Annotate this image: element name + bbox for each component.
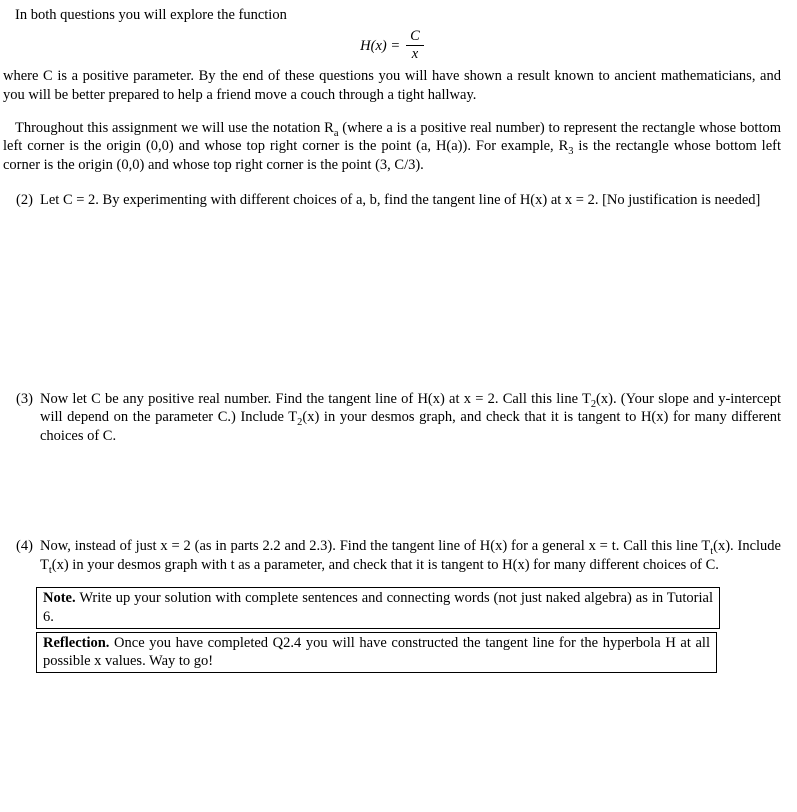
reflection-box — [36, 632, 717, 673]
note-label: Note. — [43, 590, 76, 607]
formula-display — [3, 29, 781, 64]
formula-numerator: C — [406, 29, 424, 47]
item-text: Now, instead of just x = 2 (as in parts 2.2 and 2.3). Find the tangent line of H(x) for a general x = t. Call this line $T_t(x)$. Include $T_t(x)$ in your desmos graph with t as a parameter, and check that it is tangent to H(x) for many different choices of C. — [40, 538, 781, 576]
item-text: Now let C be any positive real number. Find the tangent line of H(x) at x = 2. Call this line $T_2(x)$. (Your slope and y-intercept will depend on the parameter C.) Include $T_2(x)$ in your desmos graph, and check that it is tangent to H(x) for many different choices of C. — [40, 390, 781, 444]
intro-paragraph: In both questions you will explore the function — [15, 7, 287, 23]
formula-lhs: H(x) = — [360, 37, 401, 54]
reflection-text: Once you have completed Q2.4 you will have constructed the tangent line for the hyperbola H at all possible x values. Way to go! — [43, 634, 710, 670]
item-number: (2) — [16, 192, 33, 209]
note-text: Write up your solution with complete sentences and connecting words (not just naked algebra) as in Tutorial 6. — [43, 590, 713, 625]
notation-paragraph: Throughout this assignment we will use the notation $R_a$ (where a is a positive real number) to represent the rectangle whose bottom left corner is the origin (0,0) and whose top right corner is the point (a, H(a)). For example, $R_3$ is the rectangle whose bottom left corner is the origin (0,0) and whose top right corner is the point (3, C/3). — [3, 119, 782, 173]
item-text: Let C = 2. By experimenting with different choices of a, b, find the tangent line of H(x) at x = 2. [No justification is needed] — [40, 192, 761, 209]
formula-denominator: x — [411, 46, 419, 63]
formula-fraction — [406, 29, 424, 64]
item-number: (4) — [16, 538, 33, 555]
question-item-3 — [3, 390, 781, 446]
question-item-4 — [3, 537, 781, 574]
reflection-label: Reflection. — [43, 634, 110, 651]
note-box — [36, 587, 720, 628]
item-number: (3) — [16, 390, 33, 407]
question-item-2 — [3, 191, 781, 210]
parameter-paragraph: where C is a positive parameter. By the end of these questions you will have shown a result known to ancient mathematicians, and you will be better prepared to help a friend move a couch through a tight hallway. — [3, 68, 781, 103]
